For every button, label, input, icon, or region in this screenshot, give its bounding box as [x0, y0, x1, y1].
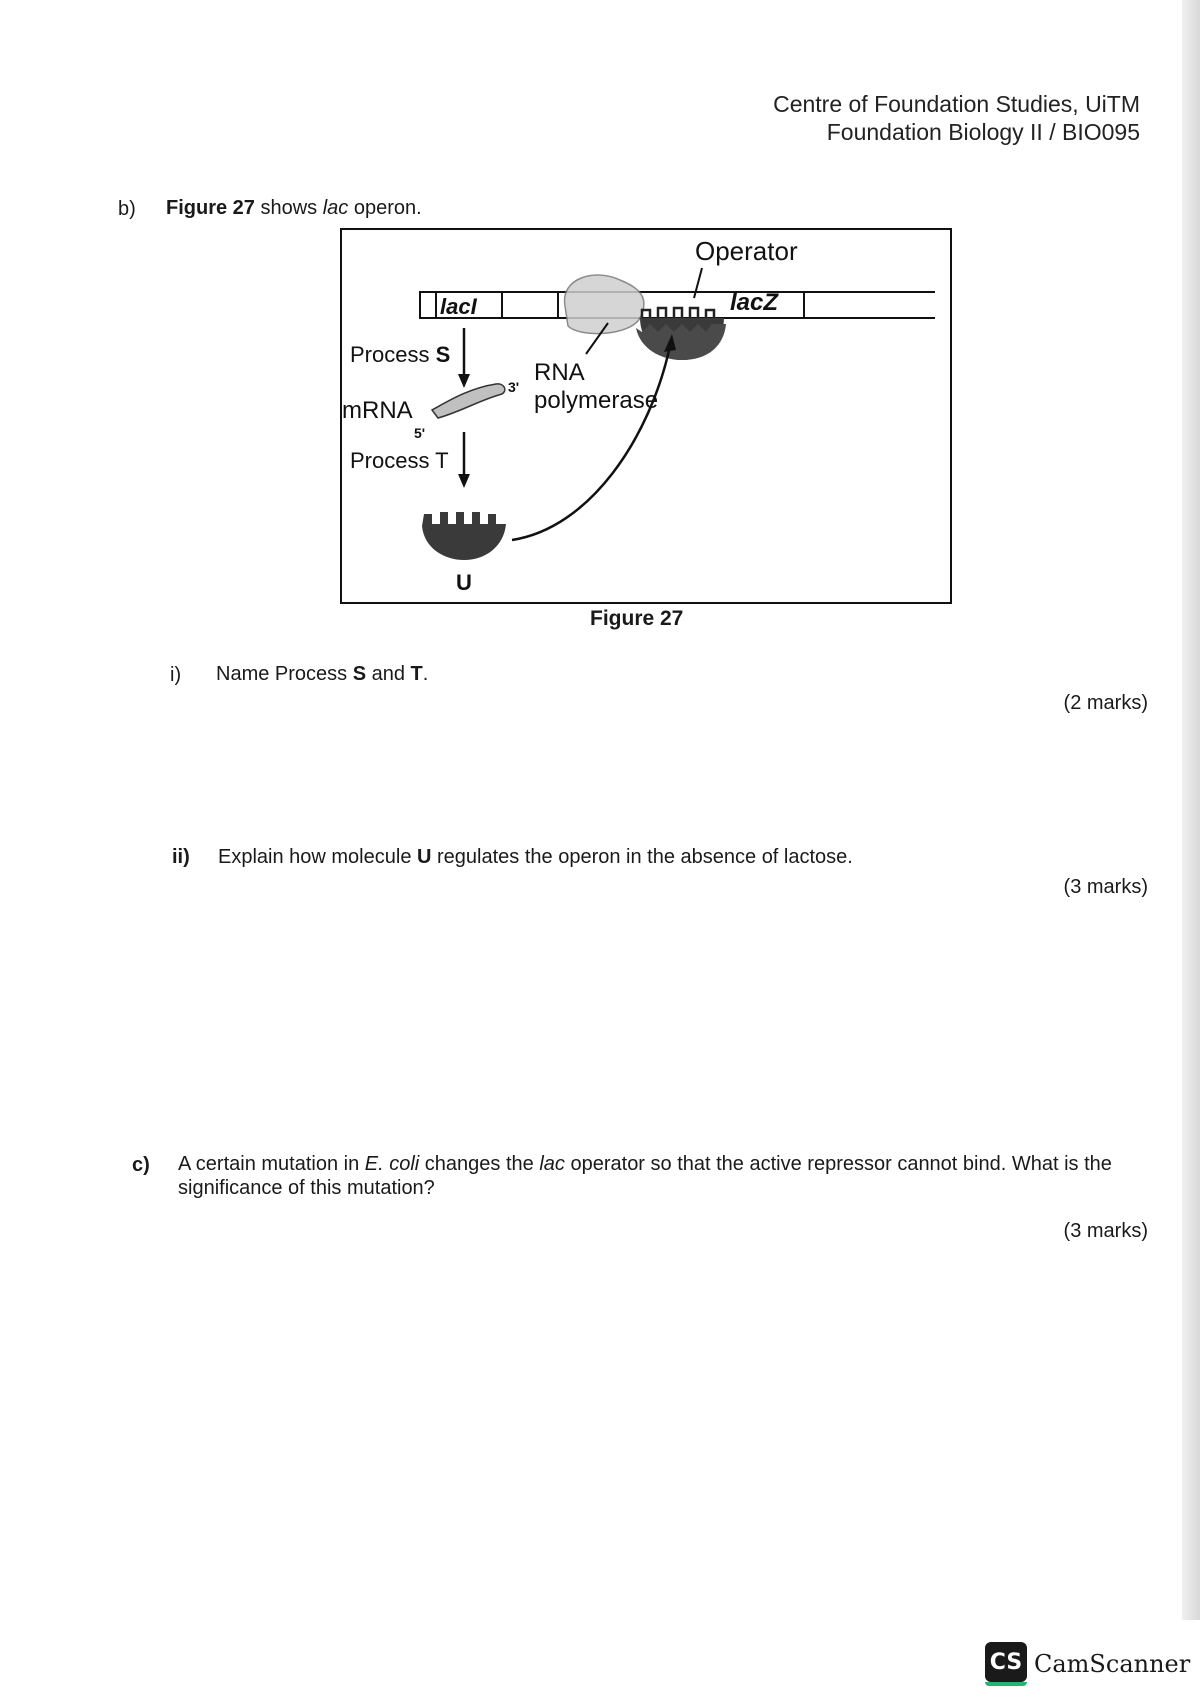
- q-i-bold-s: S: [352, 663, 367, 685]
- q-ii-marks: (3 marks): [1063, 876, 1148, 898]
- operator-label: Operator: [695, 236, 798, 266]
- header-institution: Centre of Foundation Studies, UiTM: [773, 91, 1140, 117]
- five-prime-label: 5': [414, 425, 426, 441]
- part-b-text-1: shows: [254, 197, 323, 219]
- part-b-text: [166, 196, 422, 220]
- q-ii-bold-u: U: [417, 846, 432, 868]
- camscanner-brand: CamScanner: [1034, 1650, 1191, 1678]
- laci-label: lacI: [440, 294, 477, 319]
- figure-caption: Figure 27: [590, 607, 684, 630]
- q-ii-label: ii): [172, 846, 190, 868]
- part-c-text-2: changes the: [419, 1153, 540, 1175]
- q-ii-text: [218, 845, 853, 869]
- three-prime-label: 3': [508, 379, 520, 395]
- q-i-text-2: and: [366, 663, 411, 685]
- q-i-marks: (2 marks): [1063, 692, 1148, 714]
- lac-operator-italic: lac: [539, 1153, 565, 1175]
- u-label: U: [456, 570, 472, 595]
- part-c-text-1: A certain mutation in: [178, 1153, 365, 1175]
- header-course: Foundation Biology II / BIO095: [826, 119, 1140, 145]
- page-header: [773, 90, 1140, 146]
- part-b-label: b): [118, 198, 136, 220]
- q-i-text-1: Name Process: [216, 663, 353, 685]
- rna-label: RNA: [534, 359, 585, 386]
- lacz-label: lacZ: [730, 289, 779, 316]
- mrna-label: mRNA: [342, 397, 413, 424]
- q-i-text-3: .: [422, 663, 429, 685]
- camscanner-logo-icon: CS: [985, 1642, 1027, 1682]
- polymerase-label: polymerase: [534, 387, 659, 414]
- q-i-bold-t: T: [410, 663, 423, 685]
- process-t-label: Process T: [350, 448, 449, 473]
- process-s-letter: S: [435, 342, 451, 367]
- lac-operon-figure: [340, 228, 952, 604]
- q-ii-text-2: regulates the operon in the absence of lactose.: [431, 846, 853, 868]
- process-s-label: [350, 342, 450, 367]
- part-c-text: [178, 1152, 1148, 1200]
- part-c-label: c): [132, 1154, 150, 1176]
- part-b-text-2: operon.: [348, 197, 422, 219]
- q-i-text: [216, 662, 428, 686]
- lac-italic: lac: [322, 197, 349, 219]
- figure-ref: Figure 27: [166, 197, 255, 219]
- q-i-label: i): [170, 664, 182, 686]
- part-c-marks: (3 marks): [1063, 1220, 1148, 1242]
- ecoli-italic: E. coli: [364, 1153, 420, 1175]
- part-c-text-3: operator so that the active repressor cannot bind. What is the significance of this mutation?: [178, 1153, 1112, 1199]
- page-edge-shadow: [1182, 0, 1200, 1620]
- q-ii-text-1: Explain how molecule: [218, 846, 417, 868]
- lac-operon-diagram: [340, 228, 952, 604]
- process-s-word: Process: [350, 342, 436, 367]
